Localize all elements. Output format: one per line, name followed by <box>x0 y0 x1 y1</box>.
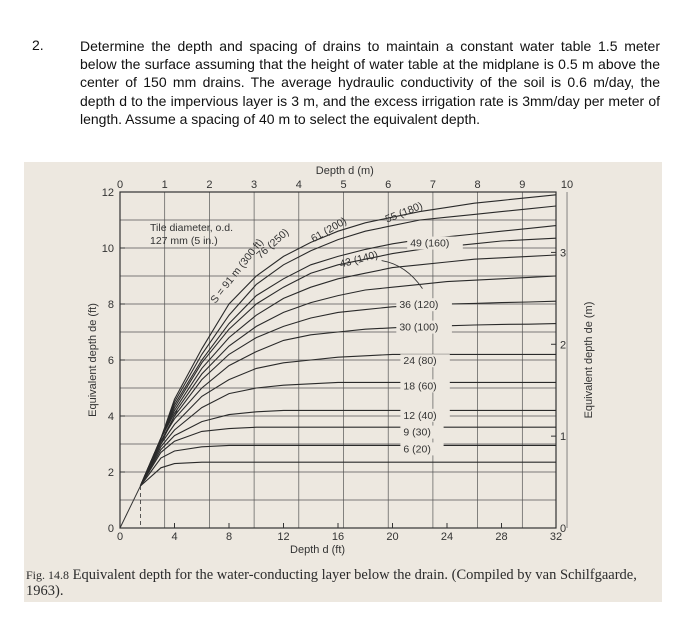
curve-49-160- <box>140 255 556 486</box>
caption-label: Fig. 14.8 <box>26 568 70 582</box>
tile-note-line1: Tile diameter, o.d. <box>150 222 234 235</box>
right-tick-label: 0 <box>560 523 567 535</box>
top-tick-label: 3 <box>251 179 258 191</box>
bottom-tick-label: 0 <box>116 531 124 543</box>
curve-55-180- <box>140 238 556 486</box>
curve-label: 30 (100) <box>399 321 439 334</box>
curve-label: S = 91 m (300 ft) <box>208 236 267 306</box>
bottom-tick-label: 28 <box>495 531 508 543</box>
left-axis-label: Equivalent depth de (ft) <box>87 303 99 417</box>
top-tick-label: 8 <box>474 179 481 191</box>
equivalent-depth-chart <box>24 162 662 562</box>
curve-label: 61 (200) <box>308 215 349 245</box>
curve-12-40- <box>140 410 556 486</box>
top-tick-label: 9 <box>519 179 526 191</box>
bottom-tick-label: 32 <box>549 531 563 543</box>
top-tick-label: 5 <box>340 179 347 191</box>
curve-18-60- <box>140 382 556 486</box>
bottom-tick-label: 4 <box>171 531 178 543</box>
tile-note-line2: 127 mm (5 in.) <box>150 235 218 248</box>
right-tick-label: 2 <box>560 339 567 352</box>
curve-label: 6 (20) <box>403 443 431 456</box>
left-tick-label: 6 <box>107 355 114 367</box>
bottom-axis-label: Depth d (ft) <box>290 544 346 556</box>
left-tick-label: 8 <box>107 299 114 311</box>
curve-label: 55 (180) <box>383 199 425 226</box>
right-tick-label: 3 <box>560 247 567 260</box>
curve-label: 43 (140) <box>338 248 380 271</box>
figure-caption <box>26 567 656 599</box>
top-tick-label: 10 <box>560 179 574 191</box>
left-tick-label: 4 <box>107 411 114 423</box>
right-tick-label: 1 <box>560 431 567 444</box>
bottom-tick-label: 16 <box>331 531 345 543</box>
top-axis-label: Depth d (m) <box>315 165 374 177</box>
chart-figure <box>24 162 662 602</box>
top-tick-label: 4 <box>295 179 302 191</box>
curve-43-140- <box>140 276 556 486</box>
top-tick-label: 1 <box>161 179 168 191</box>
caption-text: Equivalent depth for the water-conducting layer below the drain. (Compiled by van Schilfgaarde, 1963). <box>26 567 637 599</box>
bottom-tick-label: 24 <box>440 531 454 543</box>
curve-label: 18 (60) <box>403 380 437 393</box>
curve-36-120- <box>140 301 556 486</box>
left-tick-label: 2 <box>107 467 114 479</box>
curve-label: 76 (250) <box>254 226 292 262</box>
bottom-tick-label: 8 <box>225 531 233 543</box>
top-tick-label: 7 <box>429 179 436 191</box>
right-axis-label: Equivalent depth de (m) <box>583 301 595 419</box>
curve-24-80- <box>140 354 556 486</box>
curve-lowest <box>140 462 556 486</box>
question-number: 2. <box>32 37 44 53</box>
left-tick-label: 10 <box>101 243 114 255</box>
curve-label: 24 (80) <box>403 355 437 368</box>
curve-label: 36 (120) <box>399 299 439 312</box>
left-tick-label: 0 <box>107 523 114 535</box>
top-tick-label: 2 <box>206 179 213 191</box>
top-tick-label: 0 <box>116 179 124 191</box>
curve-6-20- <box>140 445 556 486</box>
curve-label: 9 (30) <box>403 426 431 439</box>
bottom-tick-label: 12 <box>277 531 290 543</box>
curve-label: 49 (160) <box>410 237 450 250</box>
left-tick-label: 12 <box>101 187 114 199</box>
curve-9-30- <box>140 427 556 486</box>
curve-label: 12 (40) <box>403 409 437 422</box>
bottom-tick-label: 20 <box>386 531 399 543</box>
question-text: Determine the depth and spacing of drains to maintain a constant water table 1.5 meter below the surface assuming that the height of water table at the midplane is 0.5 m above the center of 150 mm drains. The average hydraulic conductivity of the soil is 0.6 m/day, the depth d to the impervious layer is 3 m, and the excess irrigation rate is 3mm/day per meter of length. Assume a spacing of 40 m to select the equivalent depth. <box>80 38 660 127</box>
top-tick-label: 6 <box>385 179 392 191</box>
